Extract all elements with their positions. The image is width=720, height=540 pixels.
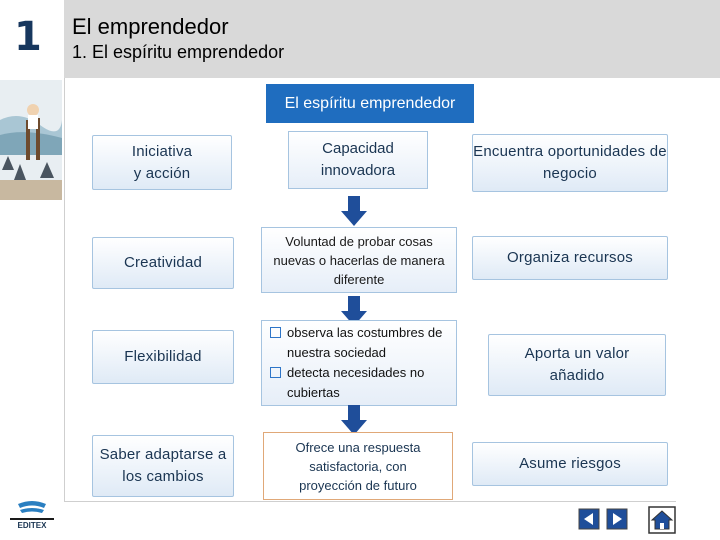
arrow-down-icon [341,196,367,226]
editex-logo [8,498,56,536]
arrow-right-icon[interactable] [606,508,628,530]
chapter-title: El emprendedor [72,14,229,39]
middle-box-observes [261,320,457,406]
section-title: 1. El espíritu emprendedor [72,42,285,62]
left-box-flexibility: Flexibilidad [92,330,234,384]
right-box-risks: Asume riesgos [472,442,668,486]
right-box-resources: Organiza recursos [472,236,668,280]
left-box-adapt: Saber adaptarse a los cambios [92,435,234,497]
arrow-down-icon [341,405,367,435]
left-box-initiative: Iniciativa y acción [92,135,232,190]
checkbox-bullet-icon [270,367,281,378]
checkbox-bullet-icon [270,327,281,338]
right-margin [676,78,720,540]
middle-box-response: Ofrece una respuesta satisfactoria, con proyección de futuro [263,432,453,500]
bullet-item: observa las costumbres de nuestra sociedad [270,323,448,363]
svg-text:EDITEX: EDITEX [17,521,47,530]
middle-box-innovative: Capacidad innovadora [288,131,428,189]
right-box-opportunities: Encuentra oportunidades de negocio [472,134,668,192]
bullet-item: detecta necesidades no cubiertas [270,363,448,403]
left-box-creativity: Creatividad [92,237,234,289]
right-box-value: Aporta un valor añadido [488,334,666,396]
middle-box-willingness: Voluntad de probar cosas nuevas o hacerlas de manera diferente [261,227,457,293]
decorative-illustration [0,80,62,200]
arrow-left-icon[interactable] [578,508,600,530]
chapter-number-area [0,0,64,78]
home-icon[interactable] [648,506,676,534]
main-title: El espíritu emprendedor [266,84,474,123]
chapter-number: 1 [14,14,42,60]
